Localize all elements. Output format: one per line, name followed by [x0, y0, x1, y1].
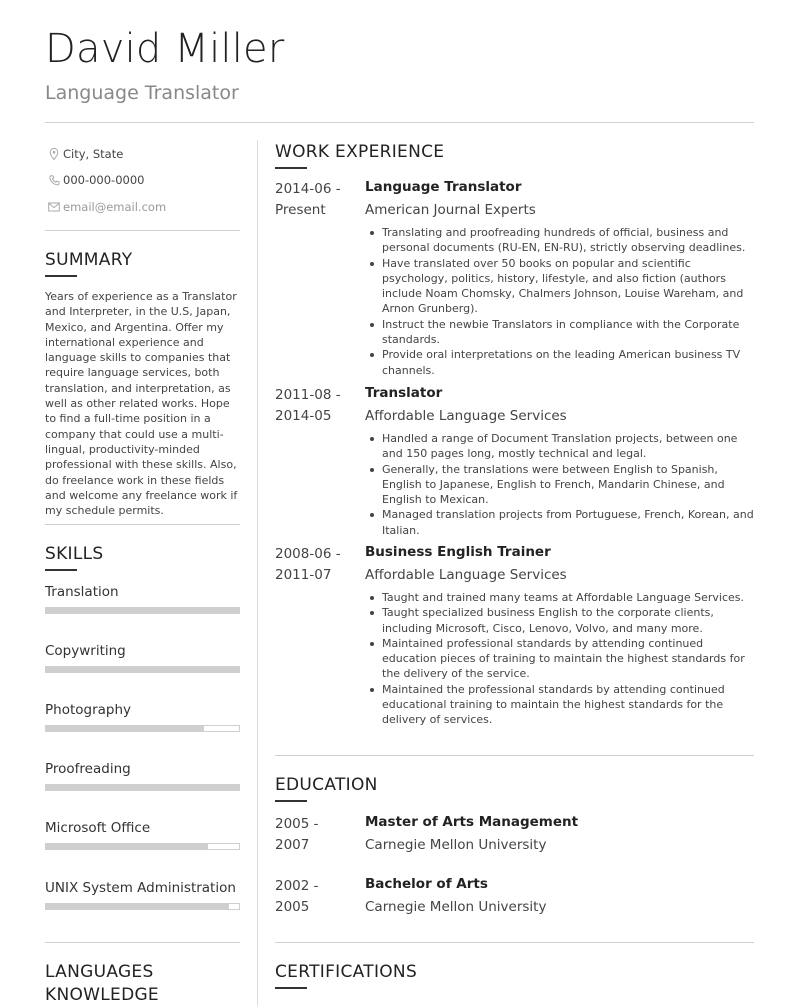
skill-item: [45, 820, 240, 850]
job-title: Language Translator: [365, 179, 522, 195]
job-date-start: 2011-08 -: [275, 387, 341, 403]
skill-item: [45, 643, 240, 673]
job-date-end: Present: [275, 202, 326, 218]
column-divider: [257, 140, 258, 1006]
job-date-end: 2014-05: [275, 408, 332, 424]
job-bullet: Instruct the newbie Translators in compliance with the Corporate standards.: [365, 317, 755, 348]
education-degree: Bachelor of Arts: [365, 876, 488, 892]
skill-name: Translation: [45, 584, 119, 600]
job-company: American Journal Experts: [365, 202, 536, 218]
job-date-end: 2011-07: [275, 567, 332, 583]
skill-bar: [45, 725, 240, 732]
skill-bar-fill: [46, 726, 204, 731]
skills-divider: [45, 942, 240, 943]
job-bullet: Taught and trained many teams at Affordable Language Services.: [365, 590, 755, 605]
skill-bar: [45, 607, 240, 614]
education-dates: 2002 - 2005: [275, 878, 319, 915]
job-dates: [275, 179, 355, 221]
skill-bar: [45, 666, 240, 673]
job-bullet: Handled a range of Document Translation projects, between one and 150 pages long, mostly technical and legal.: [365, 431, 755, 462]
skill-bar-fill: [46, 667, 239, 672]
skill-name: Copywriting: [45, 643, 126, 659]
education-heading: EDUCATION: [275, 775, 378, 795]
skill-name: Microsoft Office: [45, 820, 151, 836]
languages-heading-line1: LANGUAGES: [45, 962, 154, 982]
candidate-title: Language Translator: [45, 82, 239, 104]
job-bullet: Maintained professional standards by attending continued education pieces of training to maintain the highest standards for the delivery of the service.: [365, 636, 755, 682]
job-bullet: Managed translation projects from Portuguese, French, Korean, and Italian.: [365, 507, 755, 538]
skill-bar: [45, 903, 240, 910]
skill-name: Proofreading: [45, 761, 131, 777]
skill-item: [45, 584, 240, 614]
job-company: Affordable Language Services: [365, 567, 567, 583]
skill-item: [45, 702, 240, 732]
contact-phone: [47, 173, 144, 187]
education-entry: [275, 876, 755, 926]
skill-bar-fill: [46, 785, 239, 790]
contact-email[interactable]: [47, 200, 166, 214]
job-dates: [275, 385, 355, 427]
certifications-heading-underline: [275, 987, 307, 989]
skill-bar: [45, 784, 240, 791]
job-entry: [275, 544, 755, 734]
education-school: Carnegie Mellon University: [365, 899, 547, 915]
summary-text: Years of experience as a Translator and Interpreter, in the U.S, Japan, Mexico, and Argentina. Offer my international experience and language skills to companies that require language services, both translation, and interpretation, as well as other related works. Hope to find a full-time position in a company that could use a multi-lingual, productivity-minded professional with these skills. Also, do freelance work in these fields and welcome any freelance work if my schedule permits.: [45, 290, 238, 518]
skill-item: [45, 880, 240, 910]
job-entry: [275, 179, 755, 377]
job-dates: [275, 544, 355, 586]
job-title: Business English Trainer: [365, 544, 551, 560]
job-bullet: Translating and proofreading hundreds of official, business and personal documents (RU-EN, EN-RU), strictly observing deadlines.: [365, 225, 755, 256]
education-heading-underline: [275, 800, 307, 802]
candidate-name: David Miller: [45, 26, 285, 72]
skill-bar-fill: [46, 904, 229, 909]
skills-heading: SKILLS: [45, 544, 104, 564]
skill-bar-fill: [46, 608, 239, 613]
skill-name: UNIX System Administration: [45, 880, 236, 896]
skill-bar-fill: [46, 844, 208, 849]
job-bullet: Generally, the translations were between English to Spanish, English to Japanese, English to French, Mandarin Chinese, and English to Mexican.: [365, 462, 755, 508]
location-text: City, State: [63, 147, 124, 161]
work-heading-underline: [275, 167, 307, 169]
phone-icon: [47, 173, 61, 187]
contact-location: [47, 147, 123, 161]
job-bullets: [365, 431, 755, 538]
job-bullet: Taught specialized business English to the corporate clients, including Microsoft, Cisco, Lenovo, Volvo, and many more.: [365, 605, 755, 636]
header-divider: [45, 122, 754, 123]
email-link[interactable]: email@email.com: [63, 200, 167, 214]
job-bullets: [365, 590, 755, 728]
job-bullet: Provide oral interpretations on the leading American business TV channels.: [365, 347, 755, 378]
job-date-start: 2008-06 -: [275, 546, 341, 562]
job-date-start: 2014-06 -: [275, 181, 341, 197]
contact-divider: [45, 230, 240, 231]
summary-heading-underline: [45, 275, 77, 277]
education-divider: [275, 942, 754, 943]
skill-name: Photography: [45, 702, 132, 718]
education-entry: [275, 814, 755, 864]
work-experience-heading: WORK EXPERIENCE: [275, 142, 445, 162]
skill-bar: [45, 843, 240, 850]
envelope-icon: [47, 200, 61, 214]
summary-divider: [45, 524, 240, 525]
job-bullets: [365, 225, 755, 378]
skill-item: [45, 761, 240, 791]
languages-heading-line2: KNOWLEDGE: [45, 985, 159, 1005]
certifications-heading: CERTIFICATIONS: [275, 962, 418, 982]
education-school: Carnegie Mellon University: [365, 837, 547, 853]
work-divider: [275, 755, 754, 756]
education-dates: 2005 - 2007: [275, 816, 319, 853]
education-degree: Master of Arts Management: [365, 814, 579, 830]
map-pin-icon: [47, 147, 61, 161]
phone-text: 000-000-0000: [63, 173, 145, 187]
job-bullet: Maintained the professional standards by attending continued educational training to maintain the highest standards for the delivery of services.: [365, 682, 755, 728]
skills-heading-underline: [45, 569, 77, 571]
job-title: Translator: [365, 385, 443, 401]
job-entry: [275, 385, 755, 537]
job-company: Affordable Language Services: [365, 408, 567, 424]
summary-heading: SUMMARY: [45, 250, 133, 270]
job-bullet: Have translated over 50 books on popular and scientific psychology, politics, history, lifestyle, and also fiction (authors include Noam Chomsky, Chalmers Johnson, Louise Wareham, and Arnon Grunberg).: [365, 256, 755, 317]
